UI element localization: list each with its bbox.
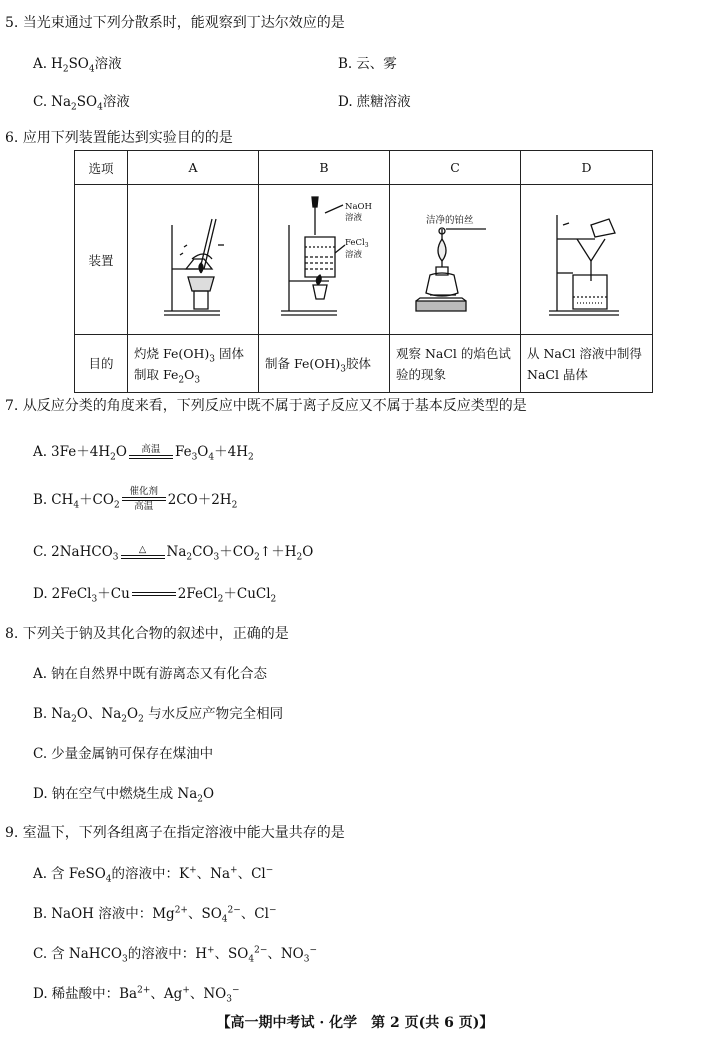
platinum-wire-label: 洁净的铂丝 [426,215,474,226]
q7-stem: 7. 从反应分类的角度来看，下列反应中既不属于离子反应又不属于基本反应类型的是 [5,398,527,414]
q6-stem: 6. 应用下列装置能达到实验目的的是 [5,130,233,146]
q9-option-d: D. 稀盐酸中：$Ba^{2+}$、Ag+、$NO_3^-$ [33,985,240,1005]
q9-option-b: B. NaOH 溶液中：$Mg^{2+}$、$SO_4^{2-}$、Cl− [33,905,277,925]
header-b: B [259,151,390,185]
fecl3-label: FeCl$_3$ [345,238,369,249]
evaporation-figure [521,185,653,331]
q5-option-c: C. $Na_2SO_4$溶液 [33,94,130,113]
header-d: D [521,151,653,185]
purpose-d: 从 NaCl 溶液中制得 NaCl 晶体 [521,335,653,393]
header-c: C [390,151,521,185]
header-a: A [128,151,259,185]
q9-option-c: C. 含 NaHCO$_3$的溶液中：H+、$SO_4^{2-}$、$NO_3^-$ [33,945,318,965]
svg-text:溶液: 溶液 [345,213,363,223]
q5-option-d: D. 蔗糖溶液 [338,94,411,110]
page-footer: 【高一期中考试 · 化学 第 2 页(共 6 页)】 [216,1015,494,1031]
purpose-row-label: 目的 [75,335,128,393]
purpose-c: 观察 NaCl 的焰色试验的现象 [390,335,521,393]
header-option: 选项 [75,151,128,185]
colloid-preparation-figure [259,185,390,331]
q8-option-c: C. 少量金属钠可保存在煤油中 [33,746,214,762]
q5-option-b: B. 云、雾 [338,56,397,72]
crucible-heating-figure [128,185,259,331]
q5-stem: 5. 当光束通过下列分散系时，能观察到丁达尔效应的是 [5,15,345,31]
device-row-label: 装置 [75,185,128,335]
q8-stem: 8. 下列关于钠及其化合物的叙述中，正确的是 [5,626,289,642]
q5-option-a: A. $H_2SO_4$溶液 [33,56,122,75]
svg-text:溶液: 溶液 [345,250,363,260]
q7-option-d: D. 2FeCl$_3$＋Cu 2FeCl$_2$＋CuCl$_2$ [33,586,277,605]
device-b [259,185,390,335]
device-c [390,185,521,335]
device-d [521,185,653,335]
naoh-label: NaOH [345,202,372,212]
q7-option-a: A. $3Fe+4H_2O$ 高温 $Fe_3O_4+4H_2$ [33,444,254,463]
q7-option-b: B. $CH_4+CO_2$ 催化剂 高温 $2CO+2H_2$ [33,486,238,512]
q9-option-a: A. 含 FeSO$_4$的溶液中：K+、Na+、Cl− [33,865,274,885]
purpose-a: 灼烧 $Fe(OH)_3$ 固体制取 $Fe_2O_3$ [128,335,259,393]
device-a [128,185,259,335]
purpose-b: 制备 $Fe(OH)_3$胶体 [259,335,390,393]
q9-stem: 9. 室温下，下列各组离子在指定溶液中能大量共存的是 [5,825,345,841]
apparatus-table [74,150,653,393]
q8-option-a: A. 钠在自然界中既有游离态又有化合态 [33,666,268,682]
q8-option-b: B. $Na_2O$、$Na_2O_2$ 与水反应产物完全相同 [33,706,284,725]
q8-option-d: D. 钠在空气中燃烧生成 $Na_2O$ [33,786,215,805]
flame-test-figure [390,185,521,331]
q7-option-c: C. 2NaHCO$_3$ △ $Na_2CO_3+CO_2↑+H_2O$ [33,544,314,563]
